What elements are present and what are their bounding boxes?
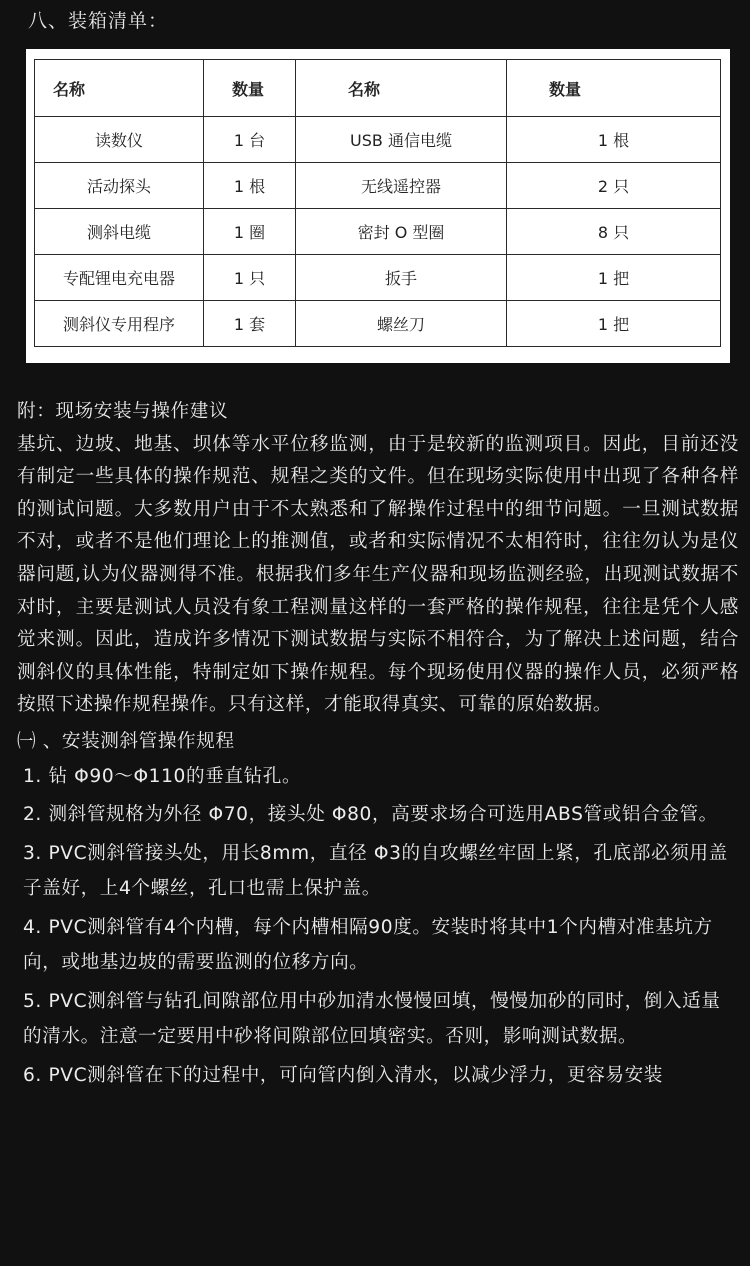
appendix-body: 基坑、边坡、地基、坝体等水平位移监测，由于是较新的监测项目。因此，目前还没有制定一些具体的操作规范、规程之类的文件。但在现场实际使用中出现了各种各样的测试问题。大多数用户由于不太熟悉和了解操作过程中的细节问题。一旦测试数据不对，或者不是他们理论上的推测值，或者和实际情况不太相符时，往往勿认为是仪器问题,认为仪器测得不准。根据我们多年生产仪器和现场监测经验，出现测试数据不对时，主要是测试人员没有象工程测量这样的一套严格的操作规程，往往是凭个人感觉来测。因此，造成许多情况下测试数据与实际不相符合，为了解决上述问题，结合测斜仪的具体性能，特制定如下操作规程。每个现场使用仪器的操作人员，必须严格按照下述操作规程操作。只有这样，才能取得真实、可靠的原始数据。 <box>17 433 739 716</box>
table-cell: 密封 O 型圈 <box>296 209 507 255</box>
step-item: 6. PVC测斜管在下的过程中，可向管内倒入清水，以减少浮力，更容易安装 <box>23 1064 663 1086</box>
table-cell: USB 通信电缆 <box>296 117 507 163</box>
table-cell: 活动探头 <box>35 163 204 209</box>
table-cell: 1 把 <box>507 255 721 301</box>
table-cell: 2 只 <box>507 163 721 209</box>
subsection-title: ㈠ 、安装测斜管操作规程 <box>17 730 235 752</box>
table-cell: 无线遥控器 <box>296 163 507 209</box>
table-cell: 1 根 <box>507 117 721 163</box>
table-cell: 读数仪 <box>35 117 204 163</box>
appendix-title: 附：现场安装与操作建议 <box>17 401 229 422</box>
header-name-2: 名称 <box>296 60 507 117</box>
table-cell: 扳手 <box>296 255 507 301</box>
packing-list-table <box>34 59 721 347</box>
table-cell: 专配锂电充电器 <box>35 255 204 301</box>
table-row <box>35 209 721 255</box>
table-row <box>35 163 721 209</box>
table-cell: 8 只 <box>507 209 721 255</box>
step-item: 3. PVC测斜管接头处，用长8mm，直径 Φ3的自攻螺丝牢固上紧，孔底部必须用盖子盖好，上4个螺丝，孔口也需上保护盖。 <box>23 842 728 900</box>
table-row <box>35 117 721 163</box>
table-header-row <box>35 60 721 117</box>
table-cell: 测斜仪专用程序 <box>35 301 204 347</box>
header-name-1: 名称 <box>35 60 204 117</box>
table-cell: 螺丝刀 <box>296 301 507 347</box>
table-row <box>35 255 721 301</box>
step-item: 5. PVC测斜管与钻孔间隙部位用中砂加清水慢慢回填，慢慢加砂的同时，倒入适量的清水。注意一定要用中砂将间隙部位回填密实。否则，影响测试数据。 <box>23 990 721 1048</box>
table-cell: 1 圈 <box>204 209 296 255</box>
step-item: 1. 钻 Φ90～Φ110的垂直钻孔。 <box>23 765 302 787</box>
table-cell: 测斜电缆 <box>35 209 204 255</box>
appendix-content <box>17 396 739 1096</box>
table-cell: 1 台 <box>204 117 296 163</box>
step-item: 2. 测斜管规格为外径 Φ70，接头处 Φ80，高要求场合可选用ABS管或铝合金管。 <box>23 804 718 826</box>
step-item: 4. PVC测斜管有4个内槽，每个内槽相隔90度。安装时将其中1个内槽对准基坑方向，或地基边坡的需要监测的位移方向。 <box>23 916 713 974</box>
table-cell: 1 套 <box>204 301 296 347</box>
table-row <box>35 301 721 347</box>
table-cell: 1 把 <box>507 301 721 347</box>
header-qty-2: 数量 <box>507 60 721 117</box>
table-cell: 1 只 <box>204 255 296 301</box>
table-cell: 1 根 <box>204 163 296 209</box>
section-title: 八、装箱清单： <box>28 10 169 32</box>
packing-list-table-container <box>26 49 730 363</box>
header-qty-1: 数量 <box>204 60 296 117</box>
